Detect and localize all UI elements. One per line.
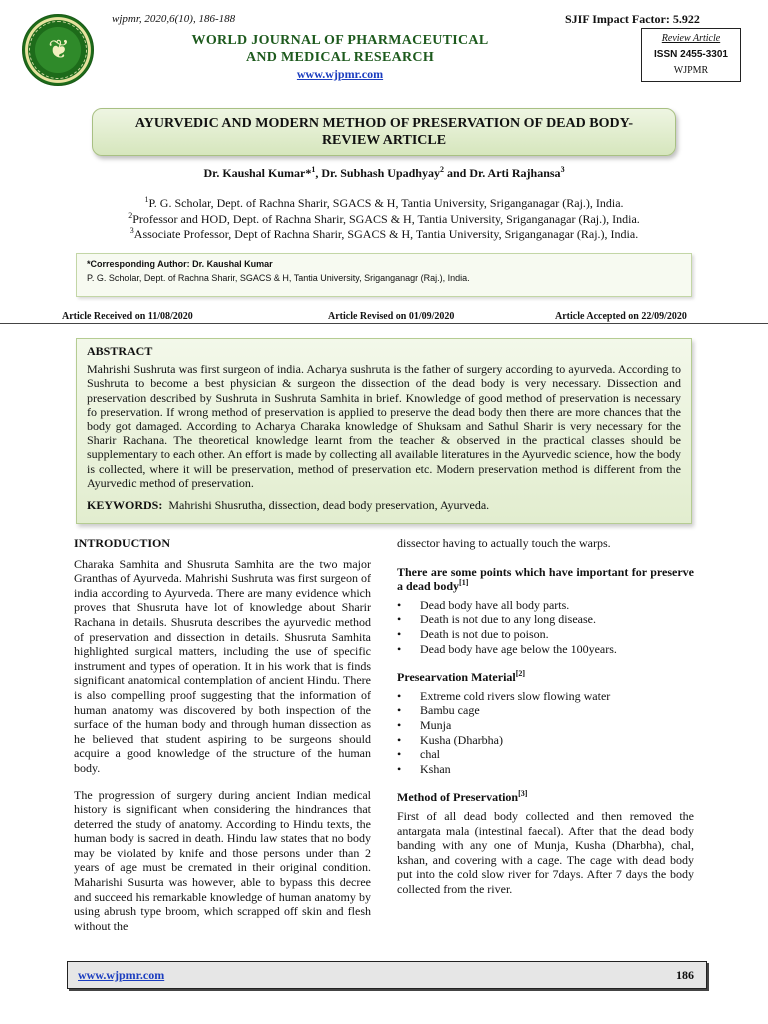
list-item: • chal [397, 747, 694, 762]
right-column [397, 536, 694, 896]
journal-title-line1: WORLD JOURNAL OF PHARMACEUTICAL [191, 33, 489, 48]
affiliation-3-text: Associate Professor, Dept of Rachna Sharir, SGACS & H, Tantia University, Sriganganagar (Raj.), India. [133, 227, 639, 241]
corresponding-author-address: P. G. Scholar, Dept. of Rachna Sharir, SGACS & H, Tantia University, Sriganganagr (Raj.), India. [87, 273, 470, 283]
affiliation-2 [0, 212, 768, 227]
page-footer [67, 961, 707, 989]
article-info-box [641, 28, 741, 82]
points-heading-text: There are some points which have important for preserve a dead body [397, 564, 694, 594]
article-title-line2: REVIEW ARTICLE [321, 133, 447, 148]
list-item: • Dead body have age below the 100years. [397, 642, 694, 657]
material-heading-text: Presearvation Material [397, 670, 516, 685]
date-accepted: Article Accepted on 22/09/2020 [555, 311, 687, 322]
author-list: Dr. Kaushal Kumar*$^1$, Dr. Subhash Upadhyay$^2$ and Dr. Arti Rajhansa$^3$ [203, 165, 565, 180]
materials-list [397, 689, 694, 777]
introduction-heading: INTRODUCTION [74, 536, 171, 550]
date-received: Article Received on 11/08/2020 [62, 311, 193, 322]
list-item: • Extreme cold rivers slow flowing water [397, 689, 694, 704]
points-list [397, 598, 694, 656]
corresponding-author-heading: *Corresponding Author: Dr. Kaushal Kumar [87, 259, 273, 269]
author-3-sup: 3 [560, 165, 565, 174]
abstract-heading: ABSTRACT [87, 344, 153, 358]
list-item: • Munja [397, 718, 694, 733]
method-heading [397, 790, 694, 805]
author-1: Dr. Kaushal Kumar* [203, 166, 312, 180]
abstract-body: Mahrishi Sushruta was first surgeon of india. Acharya sushruta is the father of surgery according to ayurveda. According to Sushruta to become a best physician & surgeon the dissection of the dead body is very necessary. Dissection and preservation described by Sushruta in Sushruta Samhita in brief. Knowledge of good method of preservation is necessary fo preservation. If wrong method of preservation is applied to preserve the dead body then there are more chances that the body got damaged. According to Acharya Charaka knowledge of Shuksam and Sathul Sharir is very necessary for the Sharir Rachana. The theoretical knowledge learnt from the teacher & observed in the practical classes should be supplementary to each other. An effort is made by collecting all available literatures in the Ayurvedic science, how the body is collected, where it will be preservation, method of preservation etc. Modern preservation method is different from the Ayurvedic method of preservation. [87, 362, 681, 490]
list-item: • Bambu cage [397, 703, 694, 718]
list-item: • Death is not due to poison. [397, 627, 694, 642]
points-ref: [1] [459, 578, 469, 588]
journal-url-link[interactable]: www.wjpmr.com [296, 67, 384, 81]
journal-seal-icon: ❦ [48, 35, 70, 65]
affiliation-2-text: Professor and HOD, Dept. of Rachna Sharir, SGACS & H, Tantia University, Sriganganagar (Raj.), India. [132, 212, 640, 226]
introduction-para-1: Charaka Samhita and Shusruta Samhita are the two major Granthas of Ayurveda. Mahrishi Sushruta was first surgeon of india according to Ayurveda. There are many evidence which proves that Shusruta have lot of knowledge about Sharir Rachana in details. Shusruta describes the ayurvedic method of preservation and dissection in details. Shusruta Samhita highlighted surgical matters, including the use of specific instrument and types of operation. It in his work that is finds significant anatomical contemplation of ancient Hindu. There is also compelling proof suggesting that the information of human anatomy was discovered by both inspection of the surface of the human body and through human dissection as he believed that student aspiring to be surgeons should acquire a good knowledge of the structure of the human body. [74, 556, 371, 775]
impact-factor: SJIF Impact Factor: 5.922 [565, 12, 700, 26]
list-item: • Kshan [397, 762, 694, 777]
left-column [74, 536, 371, 933]
material-heading [397, 670, 694, 685]
keywords [87, 498, 681, 512]
author-2-sup: 2 [439, 165, 444, 174]
list-item: • Kusha (Dharbha) [397, 733, 694, 748]
method-heading-text: Method of Preservation [397, 790, 519, 805]
journal-logo [22, 14, 94, 86]
method-ref: [3] [518, 789, 528, 799]
affiliation-1 [0, 196, 768, 211]
article-type: Review Article [661, 33, 721, 44]
affiliation-3-sup: 3 [129, 226, 134, 235]
material-ref: [2] [515, 669, 526, 679]
continuation-text: dissector having to actually touch the warps. [397, 536, 611, 550]
issn: ISSN 2455-3301 [654, 49, 728, 60]
method-text: First of all dead body collected and then removed the antargata mala (intestinal faecal). After that the dead body banding with any one of Munja, Kusha (Dharbha), chal, kshan, and covering with a cage. The cage with dead body put into the cold slow river for 7days. After 7 days the body collected from the river. [397, 808, 694, 896]
date-revised: Article Revised on 01/09/2020 [328, 311, 455, 322]
abstract-box [76, 338, 692, 524]
list-item: • Dead body have all body parts. [397, 598, 694, 613]
citation-line: wjpmr, 2020,6(10), 186-188 [112, 13, 236, 25]
keywords-label: KEYWORDS: [87, 498, 163, 513]
journal-title [150, 32, 530, 66]
affiliation-3 [0, 227, 768, 242]
corresponding-author-box [76, 253, 692, 297]
page-number: 186 [676, 968, 694, 982]
author-3: Dr. Arti Rajhansa [469, 166, 561, 180]
introduction-para-2: The progression of surgery during ancient Indian medical history is significant when considering the hindrances that deterred the study of anatomy. According to Hindu texts, the human body is sacred in death. Hindu law states that no body may be violated by knife and those persons under than 2 years of age must be cremated in their original condition. Maharishi Susurta was however, able to bypass this decree and succeed his remarkable knowledge of human anatomy by using abrush type broom, which scrapped off skin and flesh without the [74, 787, 371, 933]
article-title-line1: AYURVEDIC AND MODERN METHOD OF PRESERVATION OF DEAD BODY- [134, 116, 634, 131]
header-divider [0, 323, 768, 324]
points-heading [397, 565, 694, 594]
list-item: • Death is not due to any long disease. [397, 612, 694, 627]
article-title-box [92, 108, 676, 156]
journal-short-name: WJPMR [673, 65, 709, 76]
affiliation-1-sup: 1 [144, 195, 149, 204]
journal-title-line2: AND MEDICAL RESEARCH [245, 50, 435, 65]
keywords-text: Mahrishi Shusrutha, dissection, dead body preservation, Ayurveda. [168, 498, 490, 513]
footer-url-link[interactable]: www.wjpmr.com [78, 968, 165, 982]
author-2: Dr. Subhash Upadhyay [321, 166, 440, 180]
author-1-sup: 1 [311, 165, 316, 174]
affiliation-1-text: P. G. Scholar, Dept. of Rachna Sharir, SGACS & H, Tantia University, Sriganganagar (Raj.), India. [148, 196, 624, 210]
affiliation-2-sup: 2 [128, 211, 133, 220]
